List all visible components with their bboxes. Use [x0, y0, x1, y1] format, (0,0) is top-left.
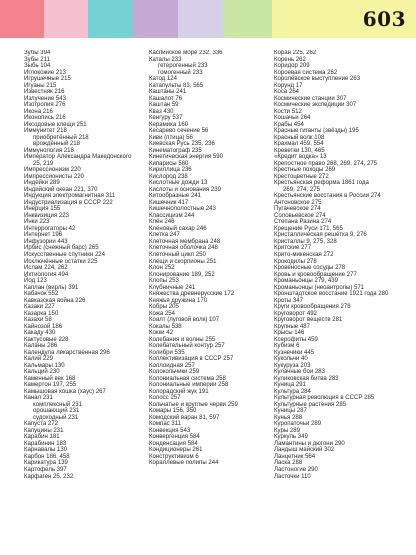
index-entry: Ласточки 110	[274, 473, 311, 480]
index-entry: Культурные растения 285	[274, 401, 347, 408]
index-entry: судоходный 231	[33, 414, 79, 421]
index-entry: Кроманьонцы 279, 439	[274, 278, 338, 285]
index-entry: Клон 252	[149, 265, 175, 272]
index-entry: Кулачные бои 283	[274, 369, 326, 376]
index-entry: Кокалы 538	[149, 323, 182, 330]
index-entry: «Кредит водка» 13	[274, 154, 327, 161]
index-entry: Кенгуру 537	[149, 115, 183, 122]
index-entry: Импрессионизм 220	[24, 167, 81, 174]
index-entry: Кислоты и основания 239	[149, 186, 221, 193]
index-entry: Конвергенция 584	[149, 434, 200, 441]
index-entry: Катод 124	[149, 76, 177, 83]
index-entry: Клеточный цикл 250	[149, 251, 206, 258]
index-entry: Инерция 155	[24, 206, 61, 213]
index-entry: Коридор 209	[274, 63, 310, 70]
index-entry: Кошачьи 264	[274, 115, 311, 122]
index-entry: Кабачок 552	[24, 291, 59, 298]
index-entry: Индийский океан 221, 370	[24, 186, 98, 193]
index-entry: Калий 229	[24, 356, 53, 363]
index-entry: Инквизиция 223	[24, 212, 69, 219]
index-entry: Канал 231	[24, 395, 53, 402]
index-entry: Космические станции 307	[274, 95, 347, 102]
index-entry: Корень 262	[274, 56, 306, 63]
index-entry: Кальмары 130	[24, 362, 65, 369]
index-entry: Иммунитет 218	[24, 128, 67, 135]
index-entry: Степана Разина 274	[274, 219, 332, 226]
index-entry: Каспийское море 232, 336	[149, 50, 223, 56]
index-entry: Куница 291	[274, 382, 306, 389]
index-entry: Иксодовые клещи 251	[24, 121, 87, 128]
index-entry: Куницы 287	[274, 408, 307, 415]
index-entry: Карнавалы 130	[24, 447, 68, 454]
index-entry: Колибри 535	[149, 349, 185, 356]
index-entry: Короевая система 262	[274, 69, 338, 76]
index-entry: Капуцины 231	[24, 427, 64, 434]
index-entry: Коллективизация в СССР 257	[149, 356, 234, 363]
index-entry: Колониальная система 258	[149, 375, 226, 382]
index-entry: Игуаны 215	[24, 82, 57, 89]
index-entry: Клёновый сахар 246	[149, 225, 207, 232]
index-entry: Ландыш майский 302	[274, 447, 335, 454]
index-entry: Княжья дружина 170	[149, 297, 208, 304]
index-entry: Конструктивизм 6	[149, 453, 199, 460]
index-entry: Кириллица 236	[149, 167, 192, 174]
index-entry: Керамика 160	[149, 121, 189, 128]
index-entry: Коалт (луговой волк) 107	[149, 317, 220, 324]
index-entry: Казаки 227	[24, 304, 55, 311]
index-entry: Компас 311	[149, 421, 182, 428]
index-entry: Кишечник 417	[149, 199, 189, 206]
index-entry: Китообразные 241	[149, 193, 202, 200]
index-entry: Камышовая кошка (хаус) 267	[24, 388, 106, 395]
index-entry: Космические экспедиции 307	[274, 102, 357, 109]
index-entry: Каталы 233	[149, 56, 182, 63]
index-entry: Карбон 186, 458	[24, 453, 70, 460]
index-entry: Круги кровообращения 278	[274, 304, 351, 311]
index-entry: Коран 225, 262	[274, 50, 317, 56]
index-entry: Кипарисы 560	[149, 160, 189, 167]
index-entry: Ирбис (снежный барс) 265	[24, 245, 99, 252]
index-entry: Киевская Русь 235, 236	[149, 141, 215, 148]
index-entry: Крахмал 459, 554	[274, 141, 324, 148]
index-entry: Кристаллическая решётка 9, 276	[274, 232, 367, 239]
index-entry: Карфаген 25, 232	[24, 473, 74, 480]
index-entry: Ланцетник 564	[274, 453, 316, 460]
index-entry: Комары 156, 350	[149, 408, 197, 415]
index-entry: Пугачевское 274	[274, 206, 321, 213]
index-entry: Икона 216	[24, 108, 53, 115]
index-entry: Зубы 394	[24, 50, 51, 56]
index-entry: Кайнозой 186	[24, 323, 63, 330]
header-stripe-light-pink	[44, 0, 88, 38]
header-stripe-purple	[133, 0, 178, 38]
index-entry: Излучение 543	[24, 95, 66, 102]
index-entry: Клён 246	[149, 219, 175, 226]
index-column-3	[274, 50, 399, 480]
index-entry: Индустриализация в СССР 222	[24, 199, 113, 206]
index-entry: Кинематограф 235	[149, 147, 202, 154]
index-entry: Крестьянская реформа 1861 года	[274, 180, 369, 187]
index-entry: гомогенный 233	[158, 69, 203, 76]
index-entry: Коллоидная 257	[149, 362, 195, 369]
index-entry: Ластоногие 290	[274, 467, 318, 473]
index-entry: Карабин 181	[24, 434, 60, 441]
index-entry: Ксерофиты 459	[274, 336, 318, 343]
header-stripe-lavender	[178, 0, 223, 38]
index-entry: Клопы 253	[149, 278, 179, 285]
index-entry: Конвекция 543	[149, 427, 191, 434]
index-entry: Кашалот 76	[149, 95, 183, 102]
index-entry: 269, 274, 275	[283, 186, 320, 193]
index-entry: Коса 264	[274, 89, 300, 96]
index-entry: Кальций 230	[24, 369, 60, 376]
index-entry: Индейки 289	[24, 180, 60, 187]
index-entry: Ламантины и дюгони 290	[274, 440, 345, 447]
index-entry: Иглокожие 213	[24, 69, 66, 76]
index-entry: Крестоцветные 272	[274, 173, 329, 180]
index-entry: Культурная революция в СССР 285	[274, 395, 375, 402]
index-entry: Крупные 487	[274, 323, 310, 330]
index-entry: Княжества древнерусские 172	[149, 291, 235, 298]
index-entry: Крито-микенская 272	[274, 251, 334, 258]
index-entry: Клеточная мембрана 248	[149, 238, 221, 245]
index-entry: Крепостное право 268, 269, 274, 275	[274, 160, 378, 167]
index-entry: Конденсация 584	[149, 440, 198, 447]
index-entry: Календула лекарственная 296	[24, 349, 110, 356]
index-entry: Круговорот 492	[274, 310, 317, 317]
index-entry: Индукция электромагнитная 311	[24, 193, 116, 200]
index-entry: Куропаточьи 289	[274, 421, 322, 428]
index-entry: Ихтиология 494	[24, 271, 69, 278]
index-entry: Комодский варан 81, 597	[149, 414, 220, 421]
index-entry: Кавказская война 226	[24, 297, 86, 304]
index-entry: Иммунология 218	[24, 147, 74, 154]
index-entry: Крестные походы 269	[274, 167, 336, 174]
index-entry: Антоновское 275	[274, 199, 322, 206]
index-entry: Интеррогаторы 42	[24, 225, 76, 232]
index-entry: Куркуль 349	[274, 434, 308, 441]
index-column-2	[149, 50, 274, 480]
index-entry: Кристаллы 9, 275, 328	[274, 238, 337, 245]
index-entry: Кровеносные сосуды 278	[274, 265, 346, 272]
index-entry: Клубничные 241	[149, 284, 196, 291]
index-entry: Клещи и скорпионы 251	[149, 258, 217, 265]
index-entry: приобретённый 218	[33, 134, 89, 141]
index-entry: Кесарево сечение 56	[149, 128, 209, 135]
header-stripe-teal	[88, 0, 133, 38]
index-entry: Клонирование 189, 252	[149, 271, 215, 278]
index-entry: Зубы 211	[24, 56, 50, 63]
index-entry: Колониальные империи 258	[149, 382, 229, 389]
index-entry: Капуста 272	[24, 421, 58, 428]
index-entry: Кронштадтское восстание 1921 года 280	[274, 291, 389, 298]
index-entry: Колорадский жук 191	[149, 388, 209, 395]
index-entry: Красные гиганты (звёзды) 195	[274, 128, 359, 135]
index-entry: Император Александра Македонского	[24, 154, 132, 161]
index-entry: Кроты 347	[274, 297, 304, 304]
index-entry: Йод 123	[24, 278, 47, 285]
index-entry: Кольчатые и круглые черви 259	[149, 401, 238, 408]
index-entry: Ислам 224, 262	[24, 265, 68, 272]
index-column-1	[24, 50, 149, 480]
index-entry: орошающий 231	[33, 408, 80, 415]
index-entry: комплексный 231	[33, 401, 82, 408]
index-entry: 25, 219	[33, 160, 54, 167]
index-entry: Ласка 288	[274, 460, 303, 467]
index-entry: Кожа 254	[149, 310, 175, 317]
index-entry: Каштан 59	[149, 102, 179, 109]
index-entry: Каменный век 168	[24, 375, 76, 382]
page-number: 603	[362, 7, 406, 31]
index-entry: Крестьянские восстания в России 274	[274, 193, 381, 200]
index-entry: Клеточная оболочка 248	[149, 245, 218, 252]
index-entry: Карикатура 139	[24, 460, 68, 467]
index-entry: Кровь и кровообращение 277	[274, 271, 357, 278]
index-entry: Катапульты 83, 565	[149, 82, 204, 89]
index-entry: Колосс 257	[149, 395, 181, 402]
index-entry: Колокольчики 259	[149, 369, 200, 376]
index-entry: Кинетическая энергия 590	[149, 154, 223, 161]
index-entry: Камертон 197, 255	[24, 382, 77, 389]
index-entry: Искусственные спутники 224	[24, 251, 106, 258]
index-entry: Крокодилы 278	[274, 258, 317, 265]
index-entry: Корунд 17	[274, 82, 303, 89]
index-entry: Колебательный контур 257	[149, 343, 225, 350]
index-entry: Игрушечные 215	[24, 76, 71, 83]
index-columns	[24, 50, 400, 480]
index-entry: Каланы 286	[24, 343, 58, 350]
index-entry: Каштаны 241	[149, 89, 187, 96]
index-entry: Куры 289	[274, 427, 300, 434]
index-entry: Крещение Руси 171, 565	[274, 225, 343, 232]
index-entry: Каплан (вирль) 391	[24, 284, 79, 291]
index-entry: Импрессионисты 220	[24, 173, 84, 180]
index-entry: Кораллевые полипы 244	[149, 460, 219, 467]
index-entry: Классицизм 244	[149, 212, 195, 219]
index-entry: Известняк 216	[24, 89, 65, 96]
index-entry: Королёвское выступление 263	[274, 76, 361, 83]
index-entry: Круговорот веществ 281	[274, 317, 343, 324]
index-entry: Кунья 288	[274, 414, 303, 421]
index-entry: Колебания и волны 255	[149, 336, 216, 343]
index-entry: гетерогенный 233	[158, 63, 208, 70]
index-entry: Кактусовые 228	[24, 336, 69, 343]
index-entry: Инфузории 443	[24, 238, 68, 245]
index-entry: Красный волк 108	[274, 134, 325, 141]
index-entry: Кишечнополостные 243	[149, 206, 216, 213]
index-entry: Инки 223	[24, 219, 50, 226]
index-entry: Критские 277	[274, 245, 312, 252]
index-entry: Кубизм 6	[274, 343, 300, 350]
index-entry: Кокки 42	[149, 330, 173, 337]
index-entry: Картофель 397	[24, 467, 67, 473]
index-entry: Кузнечики 445	[274, 349, 315, 356]
index-entry: Кукольчи 40	[274, 356, 308, 363]
index-entry: Иконопись 216	[24, 115, 66, 122]
index-entry: врождённый 218	[33, 141, 80, 148]
header-stripe-pink	[0, 0, 44, 38]
header-stripe-green	[223, 0, 272, 38]
index-entry: Клетка 247	[149, 232, 180, 239]
index-entry: Зыбь 104	[24, 63, 51, 70]
index-entry: Кобры 205	[149, 304, 179, 311]
index-entry: Культура 284	[274, 388, 311, 395]
index-entry: Кислотные дожди 13	[149, 180, 208, 187]
page-header-band	[0, 0, 416, 38]
index-entry: Крысы 146	[274, 330, 305, 337]
index-entry: Кости 512	[274, 108, 302, 115]
index-entry: Карабинин 183	[24, 440, 67, 447]
index-entry: Какаду 430	[24, 330, 56, 337]
index-entry: Изотропия 276	[24, 102, 66, 109]
index-entry: Исключённые остатки 225	[24, 258, 98, 265]
index-entry: Интернет 196	[24, 232, 63, 239]
index-entry: Казарка 150	[24, 310, 59, 317]
index-entry: Соловьевское 274	[274, 212, 326, 219]
index-entry: Кукуруза 203	[274, 362, 311, 369]
index-entry: Креветки 130, 465	[274, 147, 325, 154]
index-entry: Кваз 430	[149, 108, 174, 115]
index-entry: Киви (птица) 56	[149, 134, 193, 141]
index-entry: Крабы 454	[274, 121, 304, 128]
index-entry: Казахи 58	[24, 317, 52, 324]
index-entry: Куликовская битва 283	[274, 375, 339, 382]
index-entry: Кондиционеры 261	[149, 447, 203, 454]
index-entry: Кроманьонцы (неоантропы) 571	[274, 284, 365, 291]
index-entry: Кислород 238	[149, 173, 188, 180]
